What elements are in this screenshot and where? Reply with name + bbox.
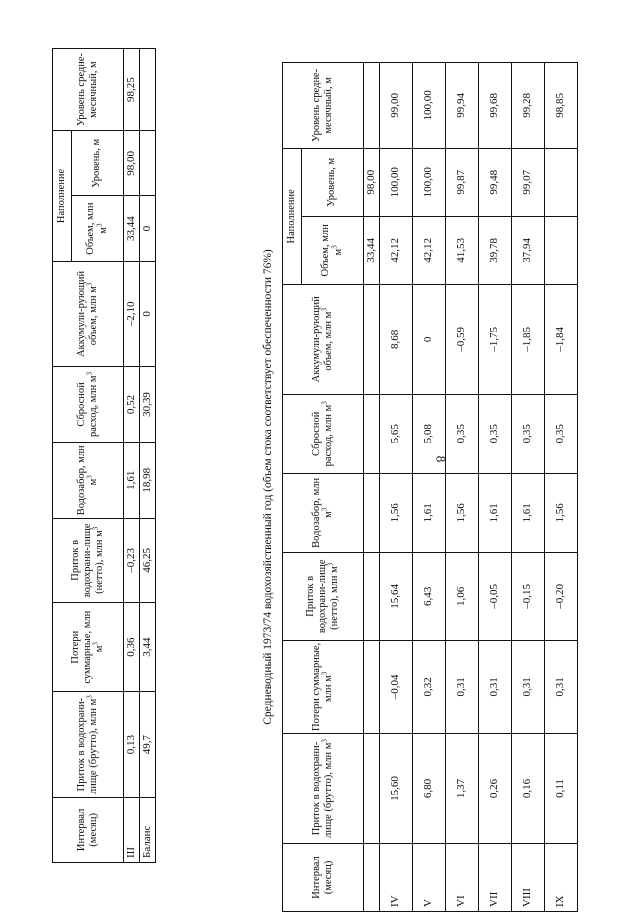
header-label: Уровень, м: [91, 138, 103, 188]
cell-level: 100,00: [379, 148, 412, 216]
cell-losses: 0,31: [511, 640, 544, 733]
cell-losses: 3,44: [140, 602, 156, 692]
cell-losses: [364, 640, 380, 733]
unit-superscript: 3: [320, 401, 329, 405]
table-1-wrapper: [52, 48, 156, 863]
header-label: Сбросной расход, млн м: [310, 404, 334, 467]
unit-superscript: 3: [320, 671, 329, 676]
header-label: Аккумули-рующий объем, млн м: [310, 296, 334, 383]
unit-superscript: 3: [320, 308, 329, 312]
cell-inflow-net: 1,06: [445, 552, 478, 640]
cell-inflow-net: 15,64: [379, 552, 412, 640]
cell-accumulated: –0,59: [445, 284, 478, 394]
cell-volume: 0: [140, 196, 156, 261]
unit-superscript: 3: [91, 642, 100, 646]
header-level: [302, 148, 364, 216]
cell-discharge: [364, 394, 380, 473]
cell-accumulated: –2,10: [124, 261, 140, 366]
cell-discharge: 0,35: [445, 394, 478, 473]
unit-superscript: 3: [326, 562, 335, 567]
cell-discharge: 30,39: [140, 367, 156, 443]
cell-inflow-gross: 0,11: [544, 734, 577, 844]
unit-superscript: 3: [85, 371, 94, 376]
table-row: [511, 63, 544, 912]
header-inflow-gross: [283, 734, 364, 844]
cell-intake: 1,56: [445, 473, 478, 552]
cell-avg-level: 98,25: [124, 49, 140, 131]
cell-losses: 0,31: [478, 640, 511, 733]
cell-avg-level: 99,28: [511, 63, 544, 149]
cell-interval: VI: [445, 843, 478, 911]
cell-avg-level: [364, 63, 380, 149]
header-filling: Наполнение: [53, 131, 72, 262]
header-label: Приток в водохрани-лище (нетто), млн м: [69, 523, 106, 598]
header-discharge: [53, 367, 124, 443]
header-label: Уровень средне-месячный, м: [310, 68, 334, 142]
cell-discharge: 5,08: [412, 394, 445, 473]
header-label: Аккумули-рующий объем, млн м: [75, 270, 99, 357]
header-filling: Наполнение: [283, 148, 302, 284]
cell-level: 99,48: [478, 148, 511, 216]
table-row: [379, 63, 412, 912]
header-label: Приток в водохрани-лище (брутто), млн м: [75, 697, 99, 794]
unit-superscript: 3: [91, 526, 100, 531]
cell-inflow-net: –0,05: [478, 552, 511, 640]
cell-interval: VII: [478, 843, 511, 911]
header-label: Интервал (месяц): [310, 856, 334, 899]
cell-inflow-gross: 0,16: [511, 734, 544, 844]
cell-avg-level: 99,00: [379, 63, 412, 149]
cell-intake: 1,61: [478, 473, 511, 552]
cell-interval: Баланс: [140, 797, 156, 862]
cell-inflow-gross: 6,80: [412, 734, 445, 844]
cell-intake: [364, 473, 380, 552]
table-1-grid: [52, 48, 156, 863]
table-row: [478, 63, 511, 912]
cell-volume: 37,94: [511, 216, 544, 284]
header-label: Сбросной расход, млн м: [75, 375, 99, 438]
cell-level: 98,00: [364, 148, 380, 216]
header-intake: [53, 442, 124, 518]
cell-inflow-gross: [364, 734, 380, 844]
table-2-caption: Средневодный 1973/74 водохозяйственный год (объем стока соответствует обеспеченности 76%): [262, 249, 274, 725]
unit-superscript: 3: [85, 695, 94, 699]
cell-avg-level: 99,68: [478, 63, 511, 149]
header-label: Приток в водохрани-лище (брутто), млн м: [310, 741, 334, 838]
header-label: Объем, млн м: [320, 224, 344, 277]
header-label: Потери суммарные, млн м: [69, 610, 106, 684]
cell-intake: 1,56: [544, 473, 577, 552]
cell-intake: 1,61: [412, 473, 445, 552]
cell-discharge: 5,65: [379, 394, 412, 473]
cell-volume: 33,44: [364, 216, 380, 284]
cell-inflow-gross: 49,7: [140, 692, 156, 797]
cell-inflow-gross: 0,26: [478, 734, 511, 844]
header-label: Водозабор, млн м: [310, 477, 334, 548]
cell-inflow-net: –0,23: [124, 518, 140, 602]
cell-interval: IX: [544, 843, 577, 911]
cell-accumulated: 8,68: [379, 284, 412, 394]
cell-accumulated: –1,84: [544, 284, 577, 394]
page-number: 8: [433, 455, 449, 463]
cell-level: [544, 148, 577, 216]
header-row: [53, 49, 72, 863]
cell-accumulated: –1,75: [478, 284, 511, 394]
unit-superscript: 3: [320, 507, 329, 512]
header-losses: [283, 640, 364, 733]
header-avg-level: [53, 49, 124, 131]
cell-avg-level: 98,85: [544, 63, 577, 149]
cell-avg-level: [140, 49, 156, 131]
header-label: Водозабор, млн м: [75, 445, 99, 516]
header-volume: [302, 216, 364, 284]
cell-inflow-net: [364, 552, 380, 640]
cell-intake: 1,56: [379, 473, 412, 552]
cell-losses: 0,31: [544, 640, 577, 733]
cell-intake: 1,61: [124, 442, 140, 518]
cell-volume: 39,78: [478, 216, 511, 284]
header-label: Объем, млн м: [85, 202, 109, 255]
cell-level: 98,00: [124, 131, 140, 196]
cell-volume: 33,44: [124, 196, 140, 261]
cell-interval: VIII: [511, 843, 544, 911]
cell-interval: IV: [379, 843, 412, 911]
table-2-grid: [282, 62, 578, 912]
header-discharge: [283, 394, 364, 473]
cell-level: 99,07: [511, 148, 544, 216]
header-level: [72, 131, 124, 196]
header-inflow-net: [283, 552, 364, 640]
header-label: Уровень, м: [326, 157, 338, 207]
table-row: [364, 63, 380, 912]
header-label: Уровень средне-месячный, м: [75, 53, 99, 127]
cell-volume: 42,12: [412, 216, 445, 284]
header-volume: [72, 196, 124, 261]
cell-accumulated: 0: [412, 284, 445, 394]
table-row: [124, 49, 140, 863]
unit-superscript: 3: [330, 245, 338, 249]
table-2-wrapper: [262, 62, 578, 912]
header-label: Интервал (месяц): [75, 808, 99, 852]
cell-accumulated: [364, 284, 380, 394]
cell-losses: 0,36: [124, 602, 140, 692]
cell-intake: 1,61: [511, 473, 544, 552]
cell-inflow-net: 6,43: [412, 552, 445, 640]
header-interval: [283, 843, 364, 911]
header-accumulated: [283, 284, 364, 394]
cell-volume: 42,12: [379, 216, 412, 284]
cell-accumulated: –1,85: [511, 284, 544, 394]
cell-volume: [544, 216, 577, 284]
cell-accumulated: 0: [140, 261, 156, 366]
header-interval: [53, 797, 124, 862]
cell-inflow-gross: 15,60: [379, 734, 412, 844]
cell-volume: 41,53: [445, 216, 478, 284]
cell-inflow-net: –0,20: [544, 552, 577, 640]
header-avg-level: [283, 63, 364, 149]
header-intake: [283, 473, 364, 552]
header-accumulated: [53, 261, 124, 366]
cell-level: 99,87: [445, 148, 478, 216]
unit-superscript: 3: [85, 282, 94, 287]
cell-losses: –0,04: [379, 640, 412, 733]
cell-inflow-gross: 0,13: [124, 692, 140, 797]
table-row: [445, 63, 478, 912]
cell-inflow-net: 46,25: [140, 518, 156, 602]
cell-level: [140, 131, 156, 196]
table-row: [140, 49, 156, 863]
cell-inflow-gross: 1,37: [445, 734, 478, 844]
header-label: Приток в водохрани-лище (нетто), млн м: [304, 559, 341, 634]
unit-superscript: 3: [85, 475, 94, 479]
cell-avg-level: 99,94: [445, 63, 478, 149]
cell-inflow-net: –0,15: [511, 552, 544, 640]
cell-discharge: 0,35: [544, 394, 577, 473]
cell-interval: V: [412, 843, 445, 911]
cell-discharge: 0,52: [124, 367, 140, 443]
unit-superscript: 3: [95, 223, 103, 228]
cell-losses: 0,31: [445, 640, 478, 733]
table-row: [544, 63, 577, 912]
header-label: Потери суммарные, млн м: [310, 642, 334, 731]
cell-discharge: 0,35: [478, 394, 511, 473]
table-row: [412, 63, 445, 912]
header-row: [283, 63, 302, 912]
header-inflow-gross: [53, 692, 124, 797]
header-losses: [53, 602, 124, 692]
unit-superscript: 3: [320, 739, 329, 743]
cell-interval: [364, 843, 380, 911]
cell-intake: 18,98: [140, 442, 156, 518]
cell-level: 100,00: [412, 148, 445, 216]
cell-losses: 0,32: [412, 640, 445, 733]
cell-interval: III: [124, 797, 140, 862]
header-inflow-net: [53, 518, 124, 602]
cell-avg-level: 100,00: [412, 63, 445, 149]
cell-discharge: 0,35: [511, 394, 544, 473]
